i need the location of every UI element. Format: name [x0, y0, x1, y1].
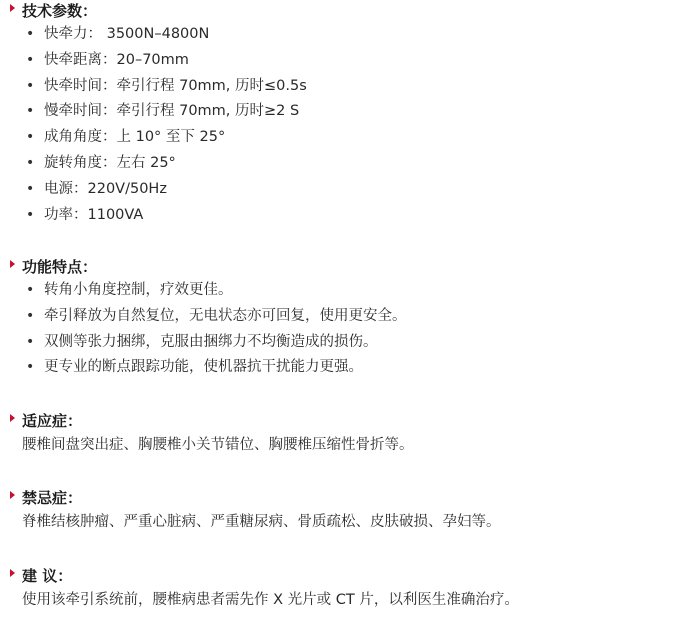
- bullet-icon: •: [26, 77, 35, 94]
- advice-title: 建 议：: [22, 567, 73, 585]
- contraindications-heading: [0, 487, 688, 509]
- red-triangle-marker-icon: [10, 260, 15, 268]
- feature-text: 更专业的断点跟踪功能，使机器抗干扰能力更强。: [44, 359, 363, 376]
- bullet-icon: •: [26, 154, 35, 171]
- specs-list: [0, 22, 688, 228]
- list-item: [0, 22, 688, 48]
- feature-text: 双侧等张力捆绑，克服由捆绑力不均衡造成的损伤。: [44, 333, 378, 350]
- list-item: [0, 99, 688, 125]
- list-item: [0, 278, 688, 304]
- advice-section: [0, 565, 688, 613]
- list-item: [0, 203, 688, 229]
- list-item: [0, 177, 688, 203]
- bullet-icon: •: [26, 282, 35, 298]
- spec-rotation: 旋转角度：左右 25°: [44, 154, 176, 171]
- features-title: 功能特点：: [22, 258, 98, 276]
- indications-text: 腰椎间盘突出症、胸腰椎小关节错位、胸腰椎压缩性骨折等。: [22, 437, 414, 453]
- spec-slow-time: 慢牵时间：牵引行程 70mm, 历时≥2 S: [44, 103, 300, 120]
- feature-text: 转角小角度控制，疗效更佳。: [44, 282, 233, 298]
- indications-heading: [0, 410, 688, 432]
- list-item: [0, 330, 688, 356]
- contraindications-title: 禁忌症：: [22, 489, 83, 507]
- bullet-icon: •: [26, 51, 35, 68]
- feature-text: 牵引释放为自然复位，无电状态亦可回复，使用更安全。: [44, 307, 407, 324]
- red-triangle-marker-icon: [10, 491, 15, 499]
- spec-distance: 快牵距离：20–70mm: [44, 51, 189, 68]
- red-triangle-marker-icon: [10, 569, 15, 577]
- specs-section: [0, 0, 688, 228]
- contraindications-text: 脊椎结核肿瘤、严重心脏病、严重糖尿病、骨质疏松、皮肤破损、孕妇等。: [22, 514, 501, 530]
- features-section: [0, 256, 688, 381]
- list-item: [0, 355, 688, 381]
- bullet-icon: •: [26, 206, 35, 223]
- bullet-icon: •: [26, 129, 35, 146]
- features-list: [0, 278, 688, 381]
- indications-section: [0, 410, 688, 458]
- bullet-icon: •: [26, 333, 35, 350]
- advice-text: 使用该牵引系统前，腰椎病患者需先作 X 光片或 CT 片，以利医生准确治疗。: [22, 592, 519, 608]
- list-item: [0, 74, 688, 100]
- spec-fast-time: 快牵时间：牵引行程 70mm, 历时≤0.5s: [44, 77, 307, 94]
- bullet-icon: •: [26, 307, 35, 324]
- specs-heading: [0, 0, 688, 22]
- features-heading: [0, 256, 688, 278]
- bullet-icon: •: [26, 26, 35, 42]
- contraindications-section: [0, 487, 688, 535]
- red-triangle-marker-icon: [10, 414, 15, 422]
- list-item: [0, 151, 688, 177]
- advice-heading: [0, 565, 688, 587]
- indications-title: 适应症：: [22, 412, 83, 430]
- list-item: [0, 125, 688, 151]
- spec-force: 快牵力： 3500N–4800N: [44, 26, 210, 42]
- bullet-icon: •: [26, 359, 35, 376]
- red-triangle-marker-icon: [10, 4, 15, 12]
- specs-title: 技术参数：: [22, 2, 98, 20]
- spec-angle: 成角角度：上 10° 至下 25°: [44, 129, 226, 146]
- list-item: [0, 48, 688, 74]
- bullet-icon: •: [26, 180, 35, 197]
- list-item: [0, 304, 688, 330]
- spec-power: 功率：1100VA: [44, 206, 144, 223]
- spec-power-supply: 电源：220V/50Hz: [44, 180, 167, 197]
- bullet-icon: •: [26, 103, 35, 120]
